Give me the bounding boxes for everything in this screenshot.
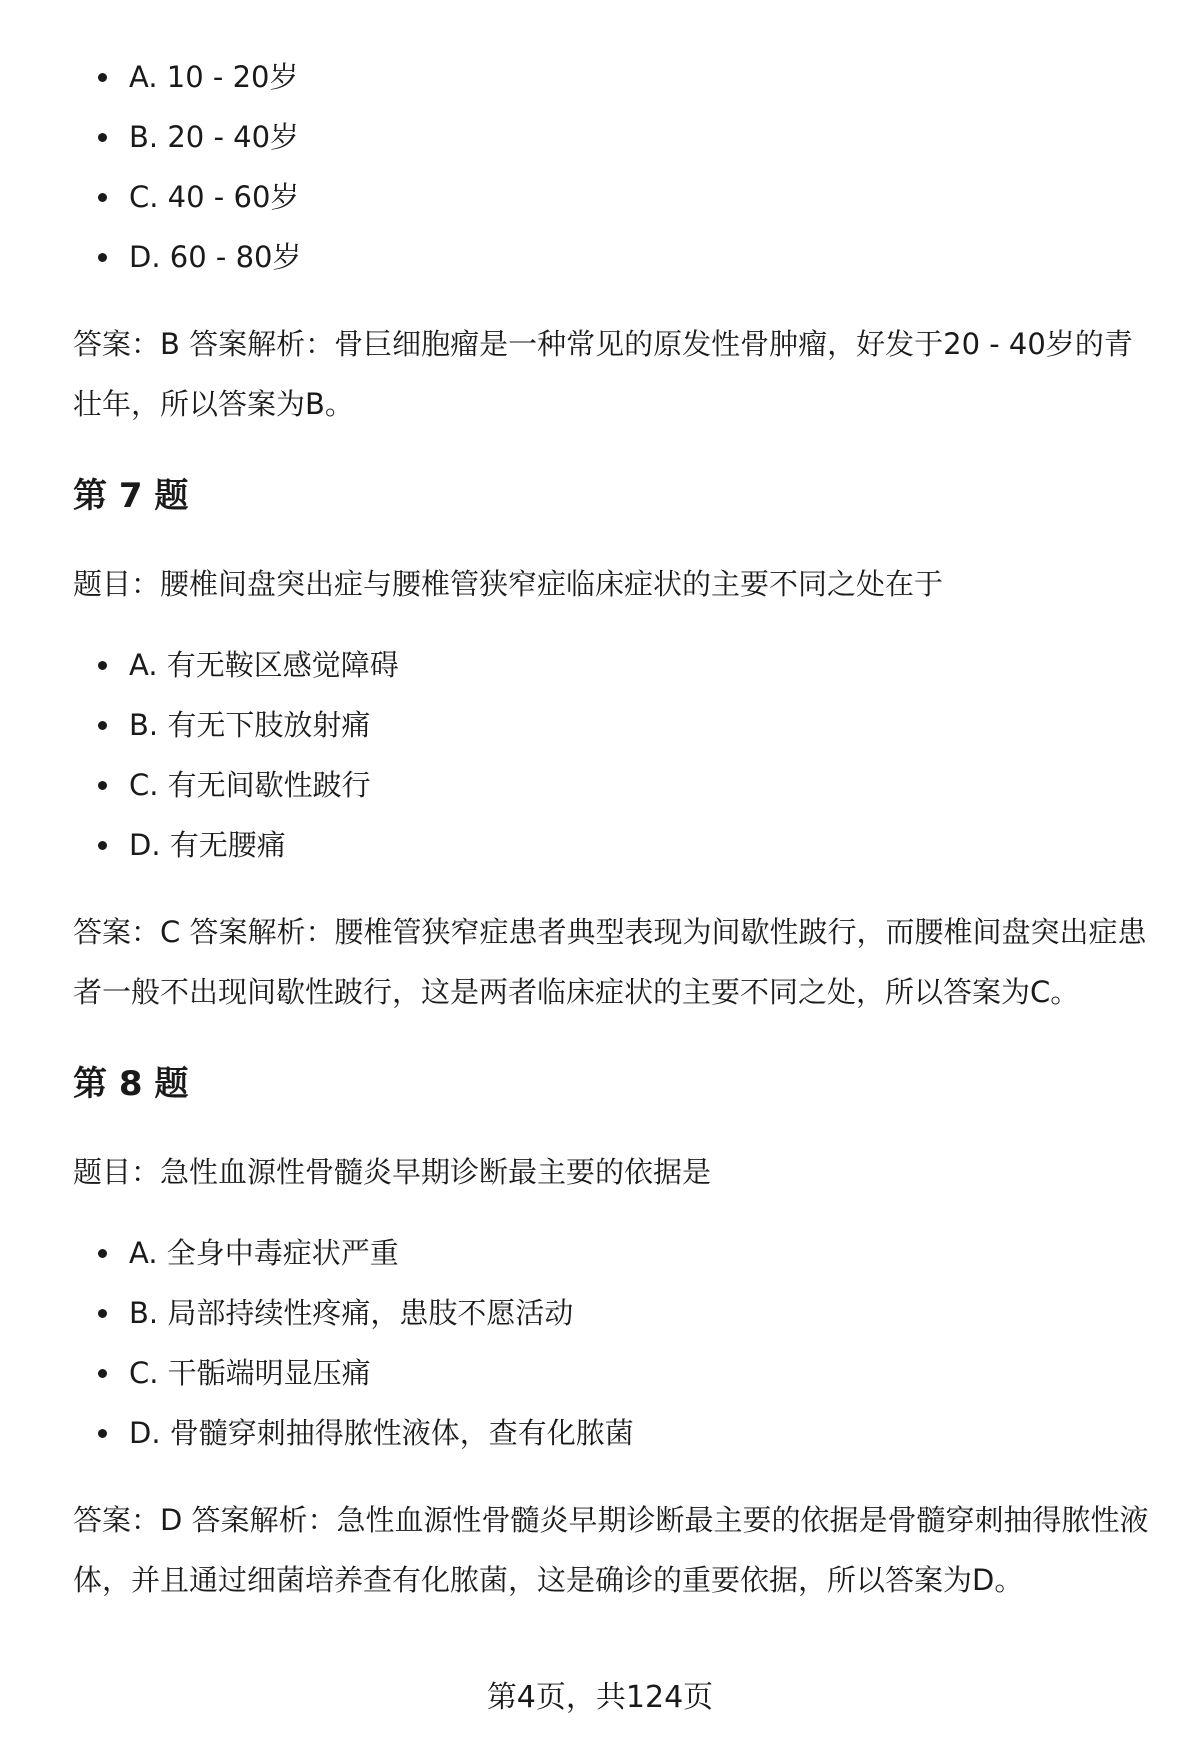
option-item: A. 有无鞍区感觉障碍 bbox=[73, 646, 1153, 684]
option-item: B. 有无下肢放射痛 bbox=[73, 706, 1153, 744]
question-8-stem: 题目：急性血源性骨髓炎早期诊断最主要的依据是 bbox=[73, 1155, 712, 1189]
prev-question-answer: 答案：B 答案解析：骨巨细胞瘤是一种常见的原发性骨肿瘤，好发于20 - 40岁的青壮年，所以答案为B。 bbox=[73, 327, 1133, 421]
page-number-footer: 第4页，共124页 bbox=[486, 1680, 714, 1715]
option-item: B. 20 - 40岁 bbox=[73, 118, 1153, 156]
question-7-title: 第 7 题 bbox=[73, 476, 189, 516]
option-item: D. 骨髓穿刺抽得脓性液体，查有化脓菌 bbox=[73, 1414, 1153, 1452]
option-item: A. 10 - 20岁 bbox=[73, 58, 1153, 96]
option-item: C. 40 - 60岁 bbox=[73, 178, 1153, 216]
question-8-title: 第 8 题 bbox=[73, 1064, 189, 1104]
option-item: B. 局部持续性疼痛，患肢不愿活动 bbox=[73, 1294, 1153, 1332]
question-7-answer: 答案：C 答案解析：腰椎管狭窄症患者典型表现为间歇性跛行，而腰椎间盘突出症患者一般不出现间歇性跛行，这是两者临床症状的主要不同之处，所以答案为C。 bbox=[73, 915, 1147, 1009]
option-item: A. 全身中毒症状严重 bbox=[73, 1234, 1153, 1272]
question-8-answer: 答案：D 答案解析：急性血源性骨髓炎早期诊断最主要的依据是骨髓穿刺抽得脓性液体，并且通过细菌培养查有化脓菌，这是确诊的重要依据，所以答案为D。 bbox=[73, 1503, 1149, 1597]
option-item: D. 60 - 80岁 bbox=[73, 238, 1153, 276]
option-item: C. 有无间歇性跛行 bbox=[73, 766, 1153, 804]
option-item: D. 有无腰痛 bbox=[73, 826, 1153, 864]
question-7-options bbox=[73, 646, 1153, 864]
prev-question-options bbox=[73, 58, 1153, 276]
page-content bbox=[73, 58, 1153, 1610]
question-8-options bbox=[73, 1234, 1153, 1452]
option-item: C. 干骺端明显压痛 bbox=[73, 1354, 1153, 1392]
question-7-stem: 题目：腰椎间盘突出症与腰椎管狭窄症临床症状的主要不同之处在于 bbox=[73, 567, 944, 601]
